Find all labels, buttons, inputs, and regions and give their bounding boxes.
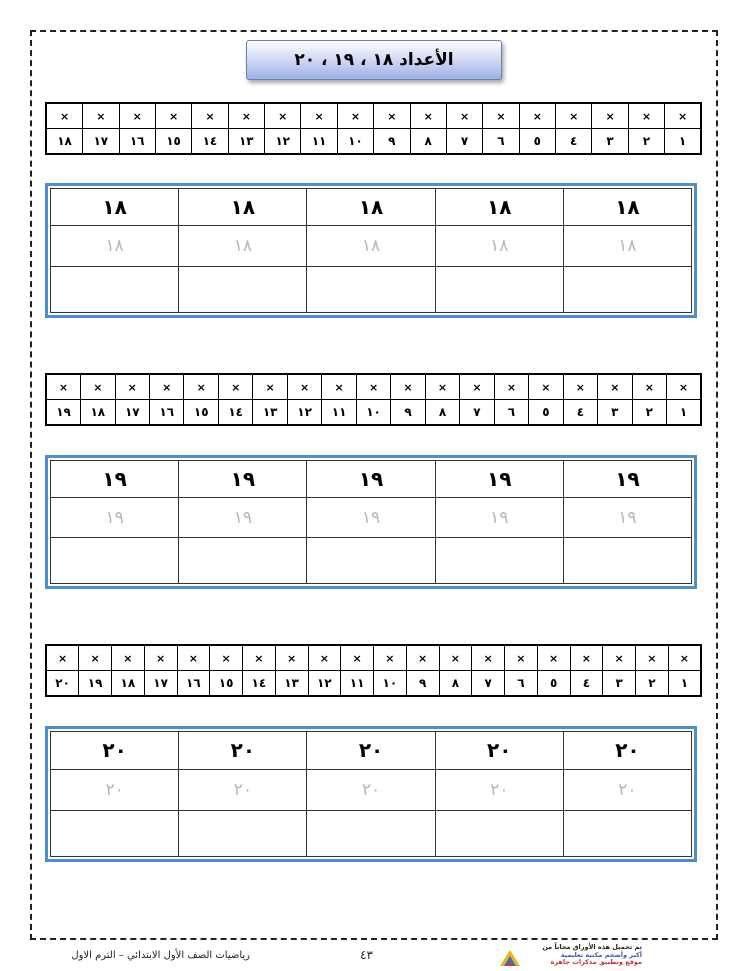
trace-number-cell: ١٨ [563,226,691,267]
page-title-text: الأعداد ١٨ ، ١٩ ، ٢٠ [294,50,454,70]
trace-number-cell: ١٩ [435,497,563,538]
x-mark-cell: × [46,374,81,400]
x-mark-cell: × [356,374,390,400]
blank-write-cell[interactable] [179,538,307,584]
x-mark-cell: × [460,374,494,400]
x-mark-cell: × [628,103,664,129]
trace-number-cell: ١٩ [179,497,307,538]
practice-number-cell: ٢٠ [51,732,179,770]
x-mark-cell: × [665,103,701,129]
writing-table-18 [50,188,692,313]
footer-course-title: رياضيات الصف الأول الابتدائي – الترم الاول [71,950,250,961]
practice-number-cell: ٢٠ [307,732,435,770]
number-cell: ١٢ [287,400,321,426]
number-cell: ١١ [341,671,374,697]
blank-row [51,538,692,584]
number-cell: ١٨ [81,400,115,426]
number-cell: ٧ [460,400,494,426]
footer-promo [522,944,642,967]
practice-row [51,189,692,226]
practice-number-cell: ٢٠ [179,732,307,770]
x-mark-cell: × [308,645,341,671]
number-cell: ١ [668,671,701,697]
number-cell: ٩ [406,671,439,697]
practice-row [51,461,692,498]
blank-write-cell[interactable] [563,267,691,313]
x-mark-cell: × [287,374,321,400]
x-mark-cell: × [46,645,79,671]
writing-table-20 [50,731,692,857]
blank-write-cell[interactable] [307,267,435,313]
number-cell: ١٠ [356,400,390,426]
x-mark-cell: × [243,645,276,671]
x-mark-cell: × [592,103,628,129]
blank-write-cell[interactable] [435,267,563,313]
book-logo-icon [498,946,522,968]
practice-number-cell: ١٩ [435,461,563,498]
number-cell: ٤ [570,671,603,697]
x-mark-cell: × [391,374,425,400]
x-mark-cell: × [636,645,669,671]
number-cell: ٣ [598,400,632,426]
number-cell: ١٣ [228,129,264,155]
practice-number-cell: ١٩ [307,461,435,498]
trace-number-cell: ١٨ [51,226,179,267]
trace-row [51,769,692,810]
x-marks-row [46,103,701,129]
number-cell: ١٨ [112,671,145,697]
number-cell: ١ [667,400,701,426]
number-cell: ٣ [603,671,636,697]
practice-number-cell: ١٨ [435,189,563,226]
counting-table-18 [45,102,702,155]
page-title [246,40,502,80]
number-cell: ٨ [425,400,459,426]
trace-number-cell: ٢٠ [51,769,179,810]
x-mark-cell: × [410,103,446,129]
page-footer [0,944,750,971]
x-mark-cell: × [144,645,177,671]
trace-number-cell: ١٨ [307,226,435,267]
trace-number-cell: ١٩ [307,497,435,538]
number-cell: ٧ [472,671,505,697]
counting-table-19 [45,373,702,426]
blank-write-cell[interactable] [51,267,179,313]
practice-number-cell: ٢٠ [563,732,691,770]
x-mark-cell: × [79,645,112,671]
x-mark-cell: × [275,645,308,671]
number-cell: ٥ [529,400,563,426]
practice-number-cell: ١٨ [563,189,691,226]
x-mark-cell: × [667,374,701,400]
number-cell: ١٠ [374,671,407,697]
number-cell: ٨ [439,671,472,697]
blank-write-cell[interactable] [307,538,435,584]
writing-table-19 [50,460,692,584]
number-cell: ٥ [519,129,555,155]
practice-row [51,732,692,770]
x-mark-cell: × [301,103,337,129]
promo-line-1: تم تحميل هذه الأوراق مجاناً من [542,943,642,951]
x-mark-cell: × [374,103,410,129]
blank-write-cell[interactable] [179,267,307,313]
x-mark-cell: × [406,645,439,671]
x-mark-cell: × [472,645,505,671]
blank-write-cell[interactable] [179,810,307,856]
number-cell: ١٩ [46,400,81,426]
x-marks-row [46,374,701,400]
number-cell: ١ [665,129,701,155]
blank-row [51,267,692,313]
trace-number-cell: ٢٠ [435,769,563,810]
trace-number-cell: ٢٠ [563,769,691,810]
number-cell: ١٤ [243,671,276,697]
x-mark-cell: × [112,645,145,671]
x-mark-cell: × [210,645,243,671]
number-cell: ٣ [592,129,628,155]
number-cell: ١٢ [265,129,301,155]
blank-row [51,810,692,856]
x-mark-cell: × [519,103,555,129]
numbers-row [46,129,701,155]
footer-page-number: ٤٣ [360,948,373,962]
trace-number-cell: ١٩ [51,497,179,538]
number-cell: ٤ [556,129,592,155]
number-cell: ١٧ [83,129,119,155]
x-mark-cell: × [374,645,407,671]
x-mark-cell: × [598,374,632,400]
x-mark-cell: × [177,645,210,671]
number-cell: ٥ [537,671,570,697]
blank-write-cell[interactable] [51,538,179,584]
number-cell: ١٦ [150,400,184,426]
x-mark-cell: × [529,374,563,400]
x-mark-cell: × [556,103,592,129]
practice-number-cell: ٢٠ [435,732,563,770]
x-mark-cell: × [494,374,528,400]
blank-write-cell[interactable] [435,810,563,856]
writing-grid-20 [45,726,697,862]
x-mark-cell: × [505,645,538,671]
x-mark-cell: × [632,374,666,400]
number-cell: ١١ [301,129,337,155]
x-mark-cell: × [192,103,228,129]
x-mark-cell: × [341,645,374,671]
number-cell: ٢ [636,671,669,697]
number-cell: ١٤ [192,129,228,155]
number-cell: ٦ [483,129,519,155]
x-mark-cell: × [228,103,264,129]
x-mark-cell: × [46,103,83,129]
number-cell: ١٣ [275,671,308,697]
number-cell: ٧ [446,129,482,155]
number-cell: ٢٠ [46,671,79,697]
number-cell: ١٩ [79,671,112,697]
trace-number-cell: ٢٠ [307,769,435,810]
x-mark-cell: × [83,103,119,129]
x-marks-row [46,645,701,671]
trace-number-cell: ١٩ [563,497,691,538]
number-cell: ١١ [322,400,356,426]
practice-number-cell: ١٨ [307,189,435,226]
number-cell: ١٢ [308,671,341,697]
blank-write-cell[interactable] [51,810,179,856]
x-mark-cell: × [603,645,636,671]
blank-write-cell[interactable] [563,810,691,856]
trace-row [51,497,692,538]
x-mark-cell: × [218,374,252,400]
x-mark-cell: × [425,374,459,400]
x-mark-cell: × [253,374,287,400]
trace-number-cell: ١٨ [435,226,563,267]
numbers-row [46,400,701,426]
practice-number-cell: ١٩ [563,461,691,498]
x-mark-cell: × [439,645,472,671]
number-cell: ٩ [374,129,410,155]
writing-grid-18 [45,183,697,318]
number-cell: ١٧ [144,671,177,697]
blank-write-cell[interactable] [435,538,563,584]
number-cell: ١٥ [184,400,218,426]
trace-number-cell: ٢٠ [179,769,307,810]
number-cell: ٩ [391,400,425,426]
trace-row [51,226,692,267]
number-cell: ٨ [410,129,446,155]
number-cell: ١٦ [119,129,155,155]
x-mark-cell: × [265,103,301,129]
trace-number-cell: ١٨ [179,226,307,267]
x-mark-cell: × [537,645,570,671]
x-mark-cell: × [184,374,218,400]
blank-write-cell[interactable] [307,810,435,856]
writing-grid-19 [45,455,697,589]
number-cell: ٤ [563,400,597,426]
number-cell: ١٥ [155,129,191,155]
x-mark-cell: × [150,374,184,400]
number-cell: ٦ [494,400,528,426]
x-mark-cell: × [115,374,149,400]
number-cell: ١٥ [210,671,243,697]
practice-number-cell: ١٩ [179,461,307,498]
number-cell: ١٦ [177,671,210,697]
x-mark-cell: × [119,103,155,129]
numbers-row [46,671,701,697]
x-mark-cell: × [570,645,603,671]
x-mark-cell: × [155,103,191,129]
practice-number-cell: ١٨ [179,189,307,226]
x-mark-cell: × [563,374,597,400]
practice-number-cell: ١٩ [51,461,179,498]
number-cell: ١٧ [115,400,149,426]
x-mark-cell: × [322,374,356,400]
practice-number-cell: ١٨ [51,189,179,226]
x-mark-cell: × [483,103,519,129]
number-cell: ١٠ [337,129,373,155]
counting-table-20 [45,644,702,697]
promo-line-3: موقع وتطبيق مذكرات جاهزة [550,958,642,966]
blank-write-cell[interactable] [563,538,691,584]
number-cell: ٢ [628,129,664,155]
promo-line-2: أكبر وأضخم مكتبة تعليمية [560,950,642,959]
number-cell: ٢ [632,400,666,426]
x-mark-cell: × [337,103,373,129]
number-cell: ١٨ [46,129,83,155]
number-cell: ٦ [505,671,538,697]
x-mark-cell: × [81,374,115,400]
x-mark-cell: × [668,645,701,671]
number-cell: ١٤ [218,400,252,426]
number-cell: ١٣ [253,400,287,426]
x-mark-cell: × [446,103,482,129]
